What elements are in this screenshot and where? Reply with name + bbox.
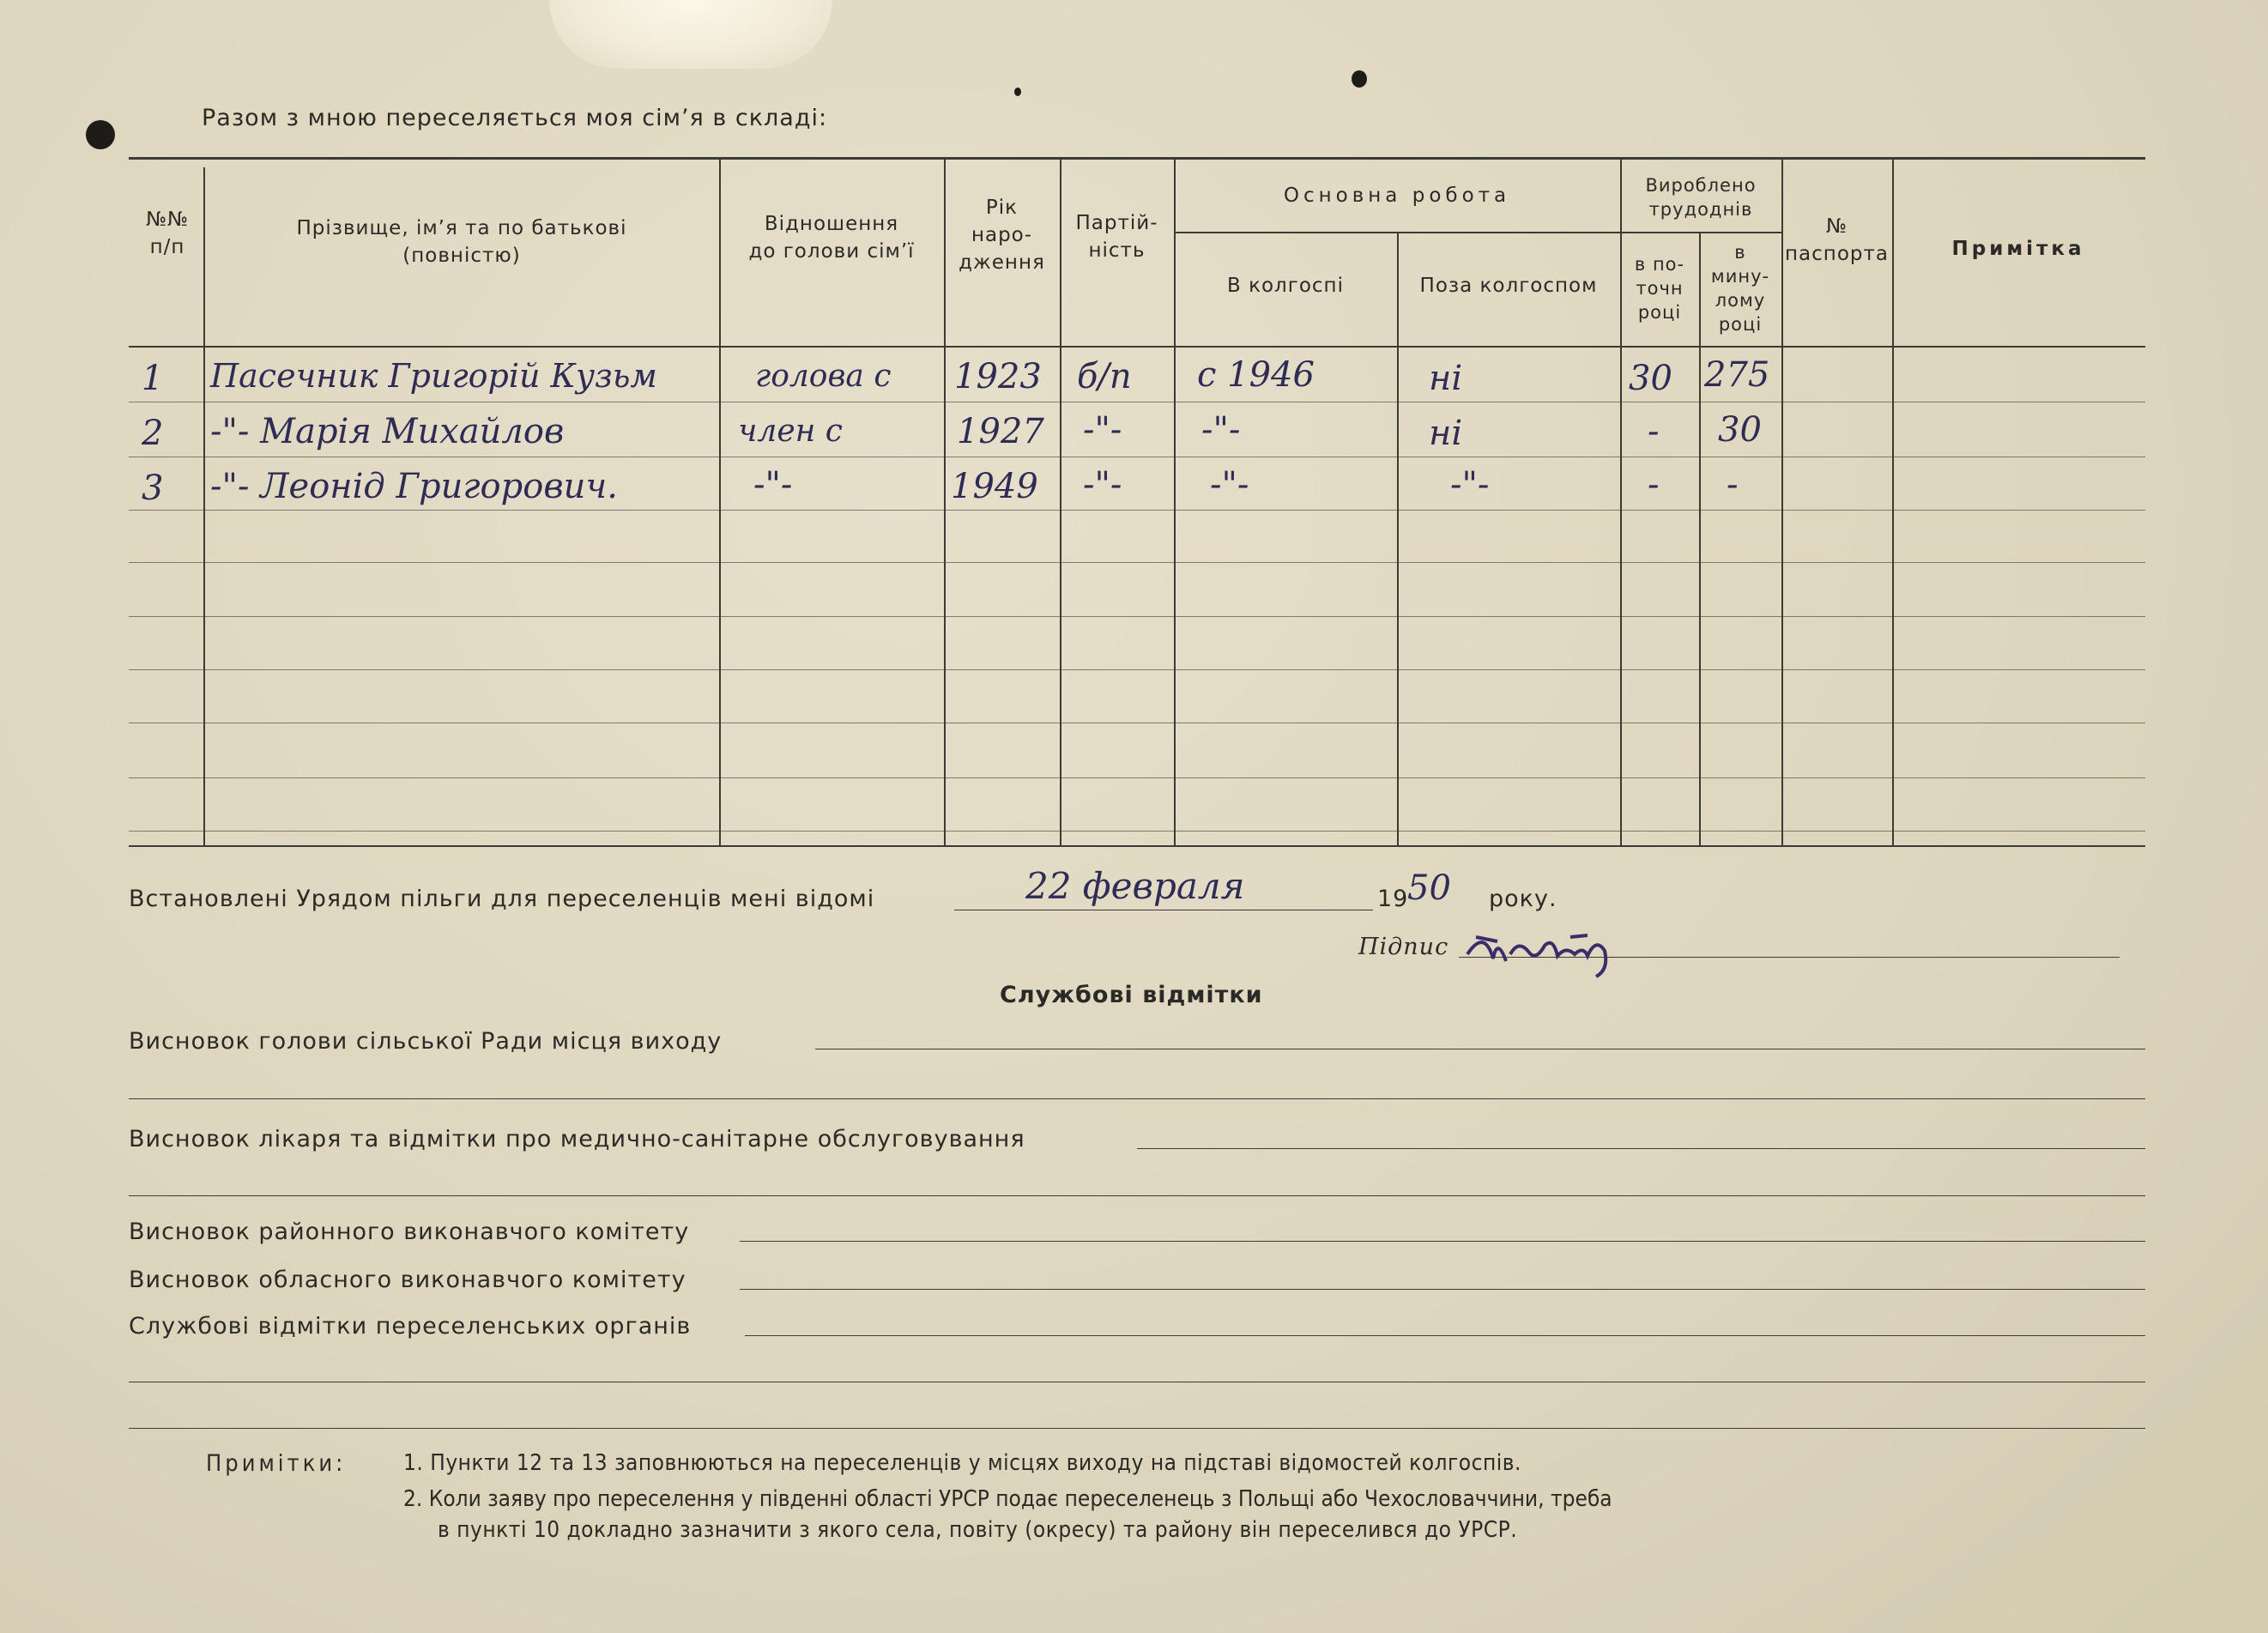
notes-label: Примітки: xyxy=(206,1450,347,1477)
row-1-party: б/п xyxy=(1077,357,1132,396)
benefits-label: Встановлені Урядом пільги для переселенців мені відомі xyxy=(129,886,875,912)
service-line-4-rule xyxy=(740,1289,2145,1290)
benefits-date: 22 февраля xyxy=(1025,865,1245,907)
labor-header-divider xyxy=(1620,232,1781,233)
table-header-bottom xyxy=(129,346,2145,348)
service-rule xyxy=(129,1195,2145,1196)
row-1-relation: голова с xyxy=(755,359,892,394)
row-1-cur: 30 xyxy=(1629,359,1672,398)
benefits-year-suffix: року. xyxy=(1489,886,1557,912)
row-2-last: 30 xyxy=(1718,410,1762,450)
signature-scribble xyxy=(1459,920,1665,980)
header-name: Прізвище, ім’я та по батькові (повністю) xyxy=(296,217,627,267)
header-work-kolhosp: В колгоспі xyxy=(1227,275,1344,297)
header-note: Примітка xyxy=(1951,238,2085,260)
header-labor-current: в по- точн році xyxy=(1634,254,1685,323)
service-line-3: Висновок районного виконавчого комітету xyxy=(129,1219,690,1245)
benefits-year-prefix: 19 xyxy=(1377,886,1409,912)
row-line xyxy=(129,562,2145,563)
row-3-cur: - xyxy=(1648,465,1660,505)
row-3-party: -"- xyxy=(1083,465,1122,505)
note-2a: 2. Коли заяву про переселення у південні області УРСР подає переселенець з Польщі або Чехословаччини, треба xyxy=(403,1486,1612,1512)
row-2-party: -"- xyxy=(1083,410,1122,450)
row-1-num: 1 xyxy=(142,359,164,398)
service-title: Службові відмітки xyxy=(1000,982,1263,1008)
header-labor: Вироблено трудоднів xyxy=(1645,175,1757,220)
ink-blot xyxy=(86,120,115,149)
service-rule xyxy=(129,1428,2145,1429)
paper-glare xyxy=(549,0,832,69)
ink-blot xyxy=(1014,88,1021,96)
service-line-3-rule xyxy=(740,1241,2145,1242)
row-3-kolhosp: -"- xyxy=(1210,465,1249,505)
table-bottom-border xyxy=(129,845,2145,847)
row-line xyxy=(129,831,2145,832)
row-3-num: 3 xyxy=(142,469,164,508)
header-party: Партій- ність xyxy=(1075,212,1158,262)
row-1-last: 275 xyxy=(1704,355,1770,395)
row-3-outside: -"- xyxy=(1450,465,1490,505)
row-2-year: 1927 xyxy=(957,412,1044,451)
header-labor-last: в мину- лому році xyxy=(1710,242,1770,335)
service-line-5: Службові відмітки переселенських органів xyxy=(129,1313,692,1340)
ink-blot xyxy=(1352,70,1367,88)
service-line-5-rule xyxy=(745,1335,2145,1336)
col-line xyxy=(1892,160,1894,846)
row-line xyxy=(129,669,2145,670)
row-3-last: - xyxy=(1727,465,1739,505)
header-work: Основна робота xyxy=(1283,184,1511,207)
service-rule xyxy=(129,1098,2145,1099)
intro-text: Разом з мною переселяється моя сім’я в складі: xyxy=(202,105,828,131)
table-top-border xyxy=(129,157,2145,160)
col-line xyxy=(1397,232,1399,846)
header-work-outside: Поза колгоспом xyxy=(1419,275,1598,297)
row-2-num: 2 xyxy=(142,414,164,453)
header-passport: № паспорта xyxy=(1785,215,1889,265)
note-2b: в пункті 10 докладно зазначити з якого села, повіту (окресу) та району він переселився до УРСР. xyxy=(438,1517,1518,1543)
row-1-outside: ні xyxy=(1429,359,1463,398)
row-line xyxy=(129,777,2145,778)
row-2-name: -"- Марія Михайлов xyxy=(210,412,565,451)
service-line-2-rule xyxy=(1137,1148,2145,1149)
row-2-outside: ні xyxy=(1429,414,1463,453)
row-1-name: Пасечник Григорій Кузьм xyxy=(210,357,657,395)
row-1-year: 1923 xyxy=(954,357,1042,396)
row-3-name: -"- Леонід Григорович. xyxy=(210,467,618,506)
benefits-year: 50 xyxy=(1407,868,1451,908)
col-line xyxy=(1174,160,1176,846)
row-line xyxy=(129,616,2145,617)
row-3-year: 1949 xyxy=(951,467,1038,506)
row-2-relation: член с xyxy=(738,414,843,449)
header-num: №№ п/п xyxy=(146,209,189,258)
row-2-kolhosp: -"- xyxy=(1201,410,1241,450)
row-3-relation: -"- xyxy=(753,465,793,505)
header-relation: Відношення до голови сім’ї xyxy=(748,213,915,263)
service-line-1: Висновок голови сільської Ради місця виходу xyxy=(129,1028,723,1055)
service-line-4: Висновок обласного виконавчого комітету xyxy=(129,1267,686,1293)
header-year: Рік наро- дження xyxy=(959,197,1045,274)
service-line-2: Висновок лікаря та відмітки про медично-санітарне обслуговування xyxy=(129,1126,1025,1152)
signature-label: Підпис xyxy=(1358,934,1449,960)
row-1-kolhosp: с 1946 xyxy=(1197,355,1315,395)
col-line xyxy=(203,167,205,845)
row-line xyxy=(129,510,2145,511)
row-2-cur: - xyxy=(1648,412,1660,451)
note-1: 1. Пункти 12 та 13 заповнюються на переселенців у місцях виходу на підставі відомостей колгоспів. xyxy=(403,1450,1521,1476)
